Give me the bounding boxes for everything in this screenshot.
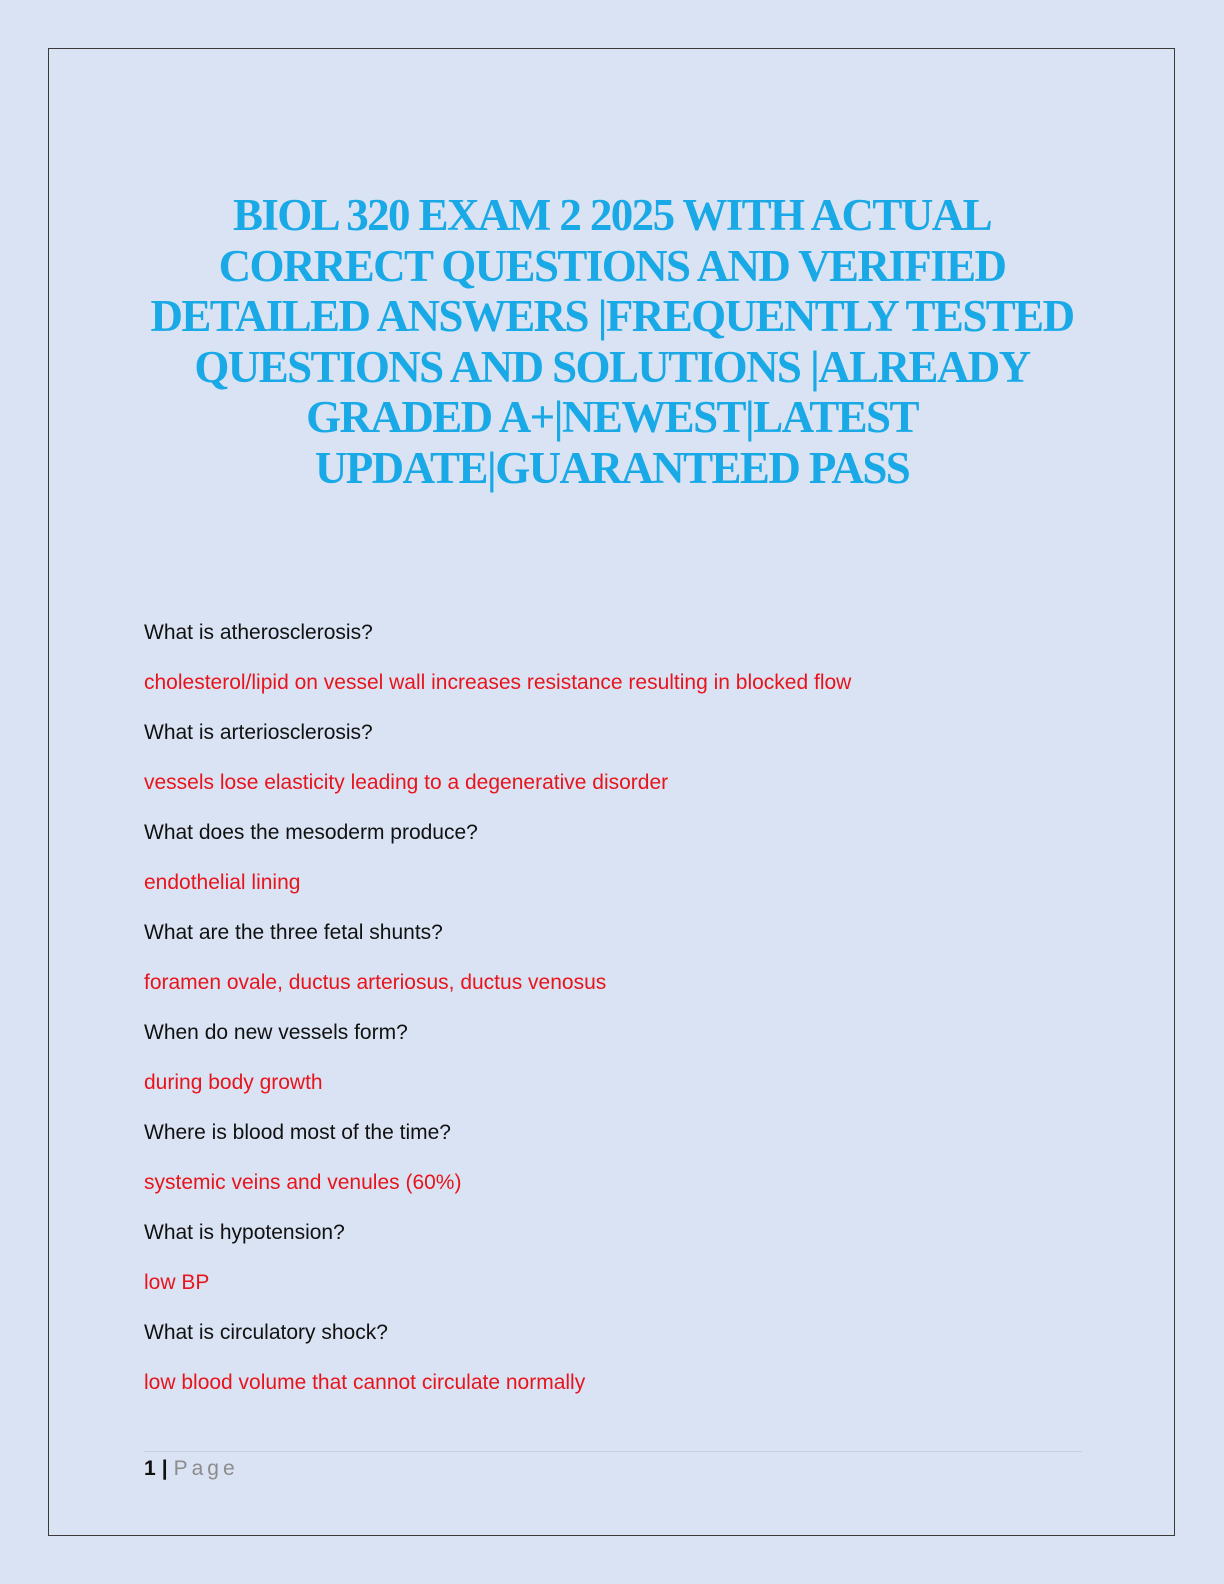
answer-text: vessels lose elasticity leading to a degenerative disorder: [144, 771, 669, 794]
title-line: BIOL 320 EXAM 2 2025 WITH ACTUAL: [232, 190, 992, 240]
question-text: Where is blood most of the time?: [144, 1121, 451, 1144]
title-line: DETAILED ANSWERS |FREQUENTLY TESTED: [150, 291, 1074, 341]
document-title: [120, 190, 1104, 493]
qa-list: [144, 622, 1104, 1422]
title-line: UPDATE|GUARANTEED PASS: [314, 442, 910, 493]
question-text: What is arteriosclerosis?: [144, 721, 373, 744]
answer-text: systemic veins and venules (60%): [144, 1171, 462, 1194]
title-line: CORRECT QUESTIONS AND VERIFIED: [218, 240, 1006, 291]
question-text: What does the mesoderm produce?: [144, 821, 478, 844]
page-label: Page: [173, 1457, 239, 1480]
answer-text: endothelial lining: [144, 871, 301, 894]
question-text: What is atherosclerosis?: [144, 621, 373, 644]
footer-divider: [144, 1451, 1082, 1452]
answer-text: low blood volume that cannot circulate normally: [144, 1371, 586, 1394]
question-text: What are the three fetal shunts?: [144, 921, 443, 944]
question-text: What is circulatory shock?: [144, 1321, 388, 1344]
answer-text: cholesterol/lipid on vessel wall increases resistance resulting in blocked flow: [144, 671, 852, 694]
title-line: QUESTIONS AND SOLUTIONS |ALREADY: [194, 341, 1030, 392]
question-text: What is hypotension?: [144, 1221, 345, 1244]
page-separator: |: [161, 1457, 168, 1480]
title-line: GRADED A+|NEWEST|LATEST: [306, 392, 918, 442]
answer-text: during body growth: [144, 1071, 323, 1094]
question-text: When do new vessels form?: [144, 1021, 408, 1044]
page-footer: [144, 1457, 239, 1481]
answer-text: low BP: [144, 1271, 210, 1294]
answer-text: foramen ovale, ductus arteriosus, ductus venosus: [144, 971, 607, 994]
page-number: 1: [144, 1457, 156, 1480]
